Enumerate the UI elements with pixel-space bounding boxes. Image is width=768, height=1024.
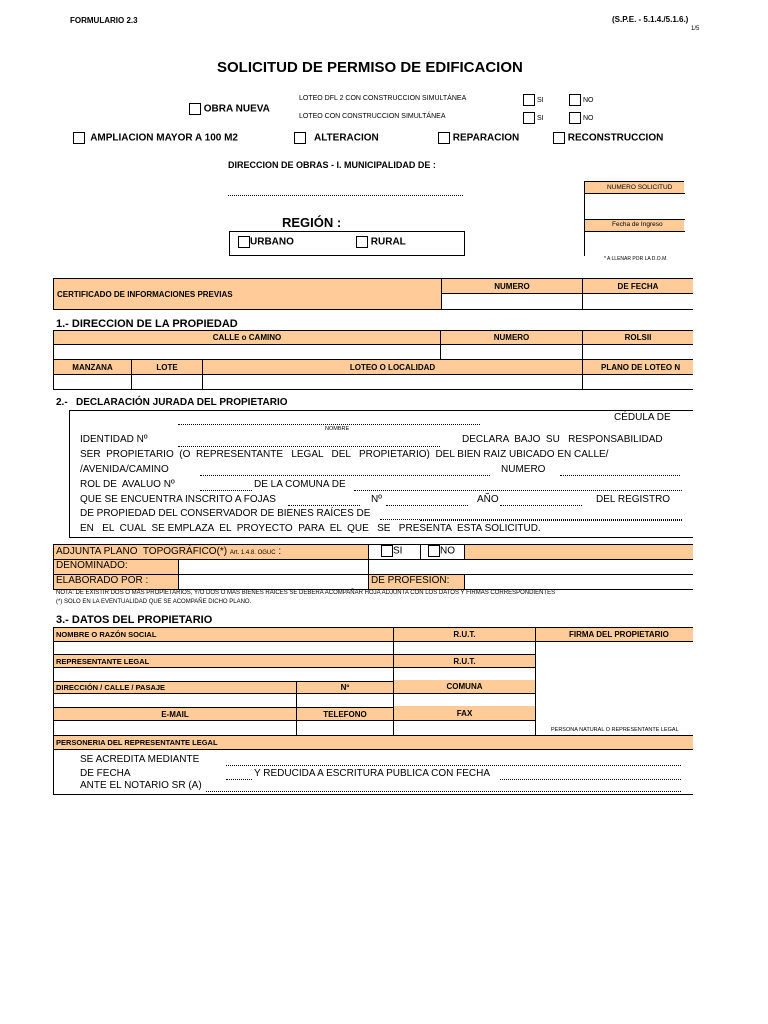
nombre-razon-input[interactable] [54, 642, 393, 654]
llenar-dom-note: * A LLENAR POR LA D.O.M. [604, 256, 668, 262]
nota-2: (*) SOLO EN LA EVENTUALIDAD QUE SE ACOMPAÑE DICHO PLANO. [56, 599, 252, 605]
representante-input[interactable] [54, 668, 393, 681]
ano-input[interactable] [500, 505, 582, 506]
emplaza-label: EN EL CUAL SE EMPLAZA EL PROYECTO PARA EL QUE SE PRESENTA ESTA SOLICITUD. [80, 523, 541, 534]
checkbox-icon[interactable] [189, 103, 201, 115]
elaborado-input[interactable] [179, 575, 368, 589]
checkbox-icon[interactable] [356, 236, 368, 248]
checkbox-icon[interactable] [294, 132, 306, 144]
plano-loteo-input[interactable] [583, 375, 693, 389]
option-reparacion[interactable]: REPARACION [438, 132, 519, 144]
email-input[interactable] [54, 721, 296, 734]
firma-input[interactable] [536, 642, 693, 722]
representante-header: REPRESENTANTE LEGAL [54, 655, 393, 667]
reducida-label: Y REDUCIDA A ESCRITURA PUBLICA CON FECHA [254, 768, 490, 779]
lote-input[interactable] [132, 375, 202, 389]
denominado-label: DENOMINADO: [54, 560, 178, 574]
checkbox-icon[interactable] [428, 545, 440, 557]
acredita-input[interactable] [226, 765, 681, 766]
option-urbano[interactable]: URBANO [238, 236, 294, 248]
ser-propietario-label: SER PROPIETARIO (O REPRESENTANTE LEGAL DEL PROPIETARIO) DEL BIEN RAIZ UBICADO EN CALLE/ [80, 449, 609, 460]
page-number: 1/5 [691, 26, 700, 32]
rut-rep-header: R.U.T. [394, 655, 535, 667]
lote-header: LOTE [132, 360, 202, 374]
denominado-input[interactable] [179, 560, 693, 574]
n-input-3[interactable] [297, 694, 393, 707]
comuna-label: DE LA COMUNA DE [254, 479, 346, 490]
comuna-header: COMUNA [394, 680, 535, 693]
loteo-dfl-si[interactable]: SI [523, 94, 544, 106]
manzana-header: MANZANA [54, 360, 131, 374]
numero-input[interactable] [441, 345, 582, 359]
cip-numero-input[interactable] [442, 294, 582, 309]
ano-label: AÑO [477, 494, 499, 505]
rolsii-input[interactable] [583, 345, 693, 359]
registro-label: DEL REGISTRO [596, 494, 671, 505]
persona-natural-caption: PERSONA NATURAL O REPRESENTANTE LEGAL [551, 727, 679, 733]
calle-header: CALLE o CAMINO [54, 331, 440, 344]
de-fecha-label: DE FECHA [80, 768, 131, 779]
numero-declaracion-label: NUMERO [501, 464, 546, 475]
page-title: SOLICITUD DE PERMISO DE EDIFICACION [217, 59, 523, 76]
profesion-input[interactable] [465, 575, 693, 589]
direccion-header: DIRECCIÓN / CALLE / PASAJE [54, 682, 296, 693]
region-label: REGIÓN : [282, 215, 342, 230]
inscrito-label: QUE SE ENCUENTRA INSCRITO A FOJAS [80, 494, 276, 505]
rol-label: ROL DE AVALUO Nº [80, 479, 175, 490]
section-2-title: 2.- DECLARACIÓN JURADA DEL PROPIETARIO [56, 397, 288, 408]
n-label: Nº [371, 494, 382, 505]
notario-label: ANTE EL NOTARIO SR (A) [80, 780, 202, 791]
notario-input[interactable] [206, 791, 681, 792]
comuna-input[interactable] [354, 490, 682, 491]
loteo-con-si[interactable]: SI [523, 112, 544, 124]
municipalidad-input[interactable] [228, 195, 463, 196]
direccion-obras-label: DIRECCION DE OBRAS - I. MUNICIPALIDAD DE : [228, 160, 436, 170]
loteo-header: LOTEO O LOCALIDAD [203, 360, 582, 374]
loteo-input[interactable] [203, 375, 582, 389]
n-input[interactable] [386, 505, 468, 506]
checkbox-icon[interactable] [381, 545, 393, 557]
fax-header: FAX [394, 706, 535, 720]
acredita-label: SE ACREDITA MEDIANTE [80, 754, 200, 765]
declara-label: DECLARA BAJO SU RESPONSABILIDAD [462, 434, 663, 445]
fojas-input[interactable] [288, 505, 360, 506]
nombre-razon-header: NOMBRE O RAZÓN SOCIAL [54, 628, 393, 641]
cip-fecha-input[interactable] [583, 294, 693, 309]
option-alteracion[interactable]: ALTERACION [294, 132, 379, 144]
cip-label: CERTIFICADO DE INFORMACIONES PREVIAS [54, 279, 441, 309]
escritura-fecha-input[interactable] [500, 779, 681, 780]
firma-header: FIRMA DEL PROPIETARIO [536, 628, 693, 641]
checkbox-icon[interactable] [569, 112, 581, 124]
section-3-title: 3.- DATOS DEL PROPIETARIO [56, 614, 213, 626]
checkbox-icon[interactable] [438, 132, 450, 144]
calle-input[interactable] [54, 345, 440, 359]
adjunta-si[interactable]: SI [381, 545, 402, 557]
nombre-input[interactable] [178, 424, 480, 425]
personeria-header: PERSONERIA DEL REPRESENTANTE LEGAL [54, 736, 693, 749]
section-1-title: 1.- DIRECCION DE LA PROPIEDAD [56, 318, 238, 330]
identidad-input[interactable] [178, 446, 440, 447]
checkbox-icon[interactable] [553, 132, 565, 144]
numero-header: NUMERO [441, 331, 582, 344]
checkbox-icon[interactable] [569, 94, 581, 106]
direccion-input[interactable] [54, 694, 296, 707]
calle-declaracion-input[interactable] [200, 475, 490, 476]
nota-1: NOTA: DE EXISTIR DOS O MÁS PROPIETARIOS, Y/O DOS O MAS BIENES RAICES SE DEBERA ACOMPAÑAR HOJA ADJUNTA CON LOS DATOS Y FIRMAS CORRESPONDIENTES [56, 590, 556, 596]
cip-fecha-header: DE FECHA [583, 279, 693, 293]
fecha-ingreso-input[interactable] [585, 231, 685, 256]
adjunta-no[interactable]: NO [428, 545, 455, 557]
checkbox-icon[interactable] [73, 132, 85, 144]
rut-header: R.U.T. [394, 628, 535, 641]
cedula-label: CÉDULA DE [614, 412, 671, 423]
loteo-dfl-no[interactable]: NO [569, 94, 593, 106]
adjunta-label: ADJUNTA PLANO TOPOGRÁFICO(*) Art. 1.4.8. OGUC : [56, 546, 282, 557]
manzana-input[interactable] [54, 375, 131, 389]
loteo-dfl-label: LOTEO DFL 2 CON CONSTRUCCION SIMULTÁNEA [299, 95, 467, 102]
numero-declaracion-input[interactable] [560, 475, 680, 476]
email-header: E-MAIL [54, 708, 296, 720]
emplaza-input[interactable] [420, 520, 682, 521]
rol-input[interactable] [200, 490, 252, 491]
numero-solicitud-label: NUMERO SOLICITUD [607, 184, 673, 191]
n-header: Nº [297, 682, 393, 693]
elaborado-label: ELABORADO POR : [54, 575, 178, 589]
option-rural[interactable]: RURAL [356, 236, 406, 248]
option-ampliacion[interactable]: AMPLIACION MAYOR A 100 M2 [73, 132, 238, 144]
rut-input[interactable] [394, 642, 535, 654]
numero-solicitud-input[interactable] [585, 193, 685, 220]
telefono-input[interactable] [297, 721, 393, 734]
identidad-label: IDENTIDAD Nº [80, 434, 148, 445]
fax-input[interactable] [394, 721, 535, 734]
cip-numero-header: NUMERO [442, 279, 582, 293]
avenida-label: /AVENIDA/CAMINO [80, 464, 169, 475]
propiedad-label: DE PROPIEDAD DEL CONSERVADOR DE BIENES RAÍCES DE [80, 508, 371, 519]
fecha-ingreso-label: Fecha de Ingreso [612, 221, 663, 228]
option-reconstruccion[interactable]: RECONSTRUCCION [553, 132, 663, 144]
form-code: FORMULARIO 2.3 [70, 16, 138, 25]
plano-loteo-header: PLANO DE LOTEO N [583, 360, 693, 374]
loteo-con-label: LOTEO CON CONSTRUCCION SIMULTÁNEA [299, 113, 446, 120]
rolsii-header: ROLSII [583, 331, 693, 344]
loteo-con-no[interactable]: NO [569, 112, 593, 124]
checkbox-icon[interactable] [523, 94, 535, 106]
profesion-label: DE PROFESIÓN: [369, 575, 464, 589]
option-obra-nueva[interactable]: OBRA NUEVA [189, 103, 270, 115]
nombre-caption: NOMBRE [325, 426, 350, 432]
checkbox-icon[interactable] [238, 236, 250, 248]
checkbox-icon[interactable] [523, 112, 535, 124]
telefono-header: TELEFONO [297, 708, 393, 720]
de-fecha-input[interactable] [226, 779, 252, 780]
spe-code: (S.P.E. - 5.1.4./5.1.6.) [612, 15, 689, 24]
